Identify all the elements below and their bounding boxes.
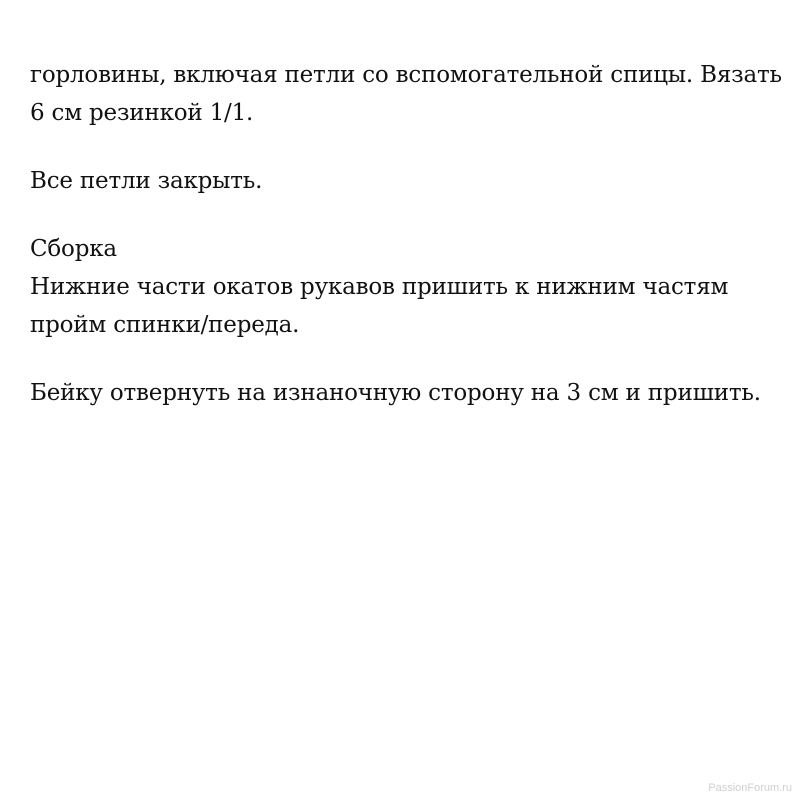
paragraph-neckline (30, 56, 790, 132)
text-line: пройм спинки/переда. (30, 312, 300, 338)
text-line: Нижние части окатов рукавов пришить к нижним частям (30, 274, 729, 300)
section-heading: Сборка (30, 236, 117, 262)
watermark-text: PassionForum.ru (708, 782, 792, 794)
paragraph-bind-off (30, 162, 790, 200)
text-line: Все петли закрыть. (30, 168, 263, 194)
paragraph-facing (30, 374, 790, 412)
text-line: Бейку отвернуть на изнаночную сторону на 3 см и пришить. (30, 380, 761, 406)
document-body (30, 56, 790, 442)
paragraph-assembly (30, 230, 790, 344)
text-line: 6 см резинкой 1/1. (30, 100, 254, 126)
text-line: горловины, включая петли со вспомогательной спицы. Вязать (30, 62, 782, 88)
